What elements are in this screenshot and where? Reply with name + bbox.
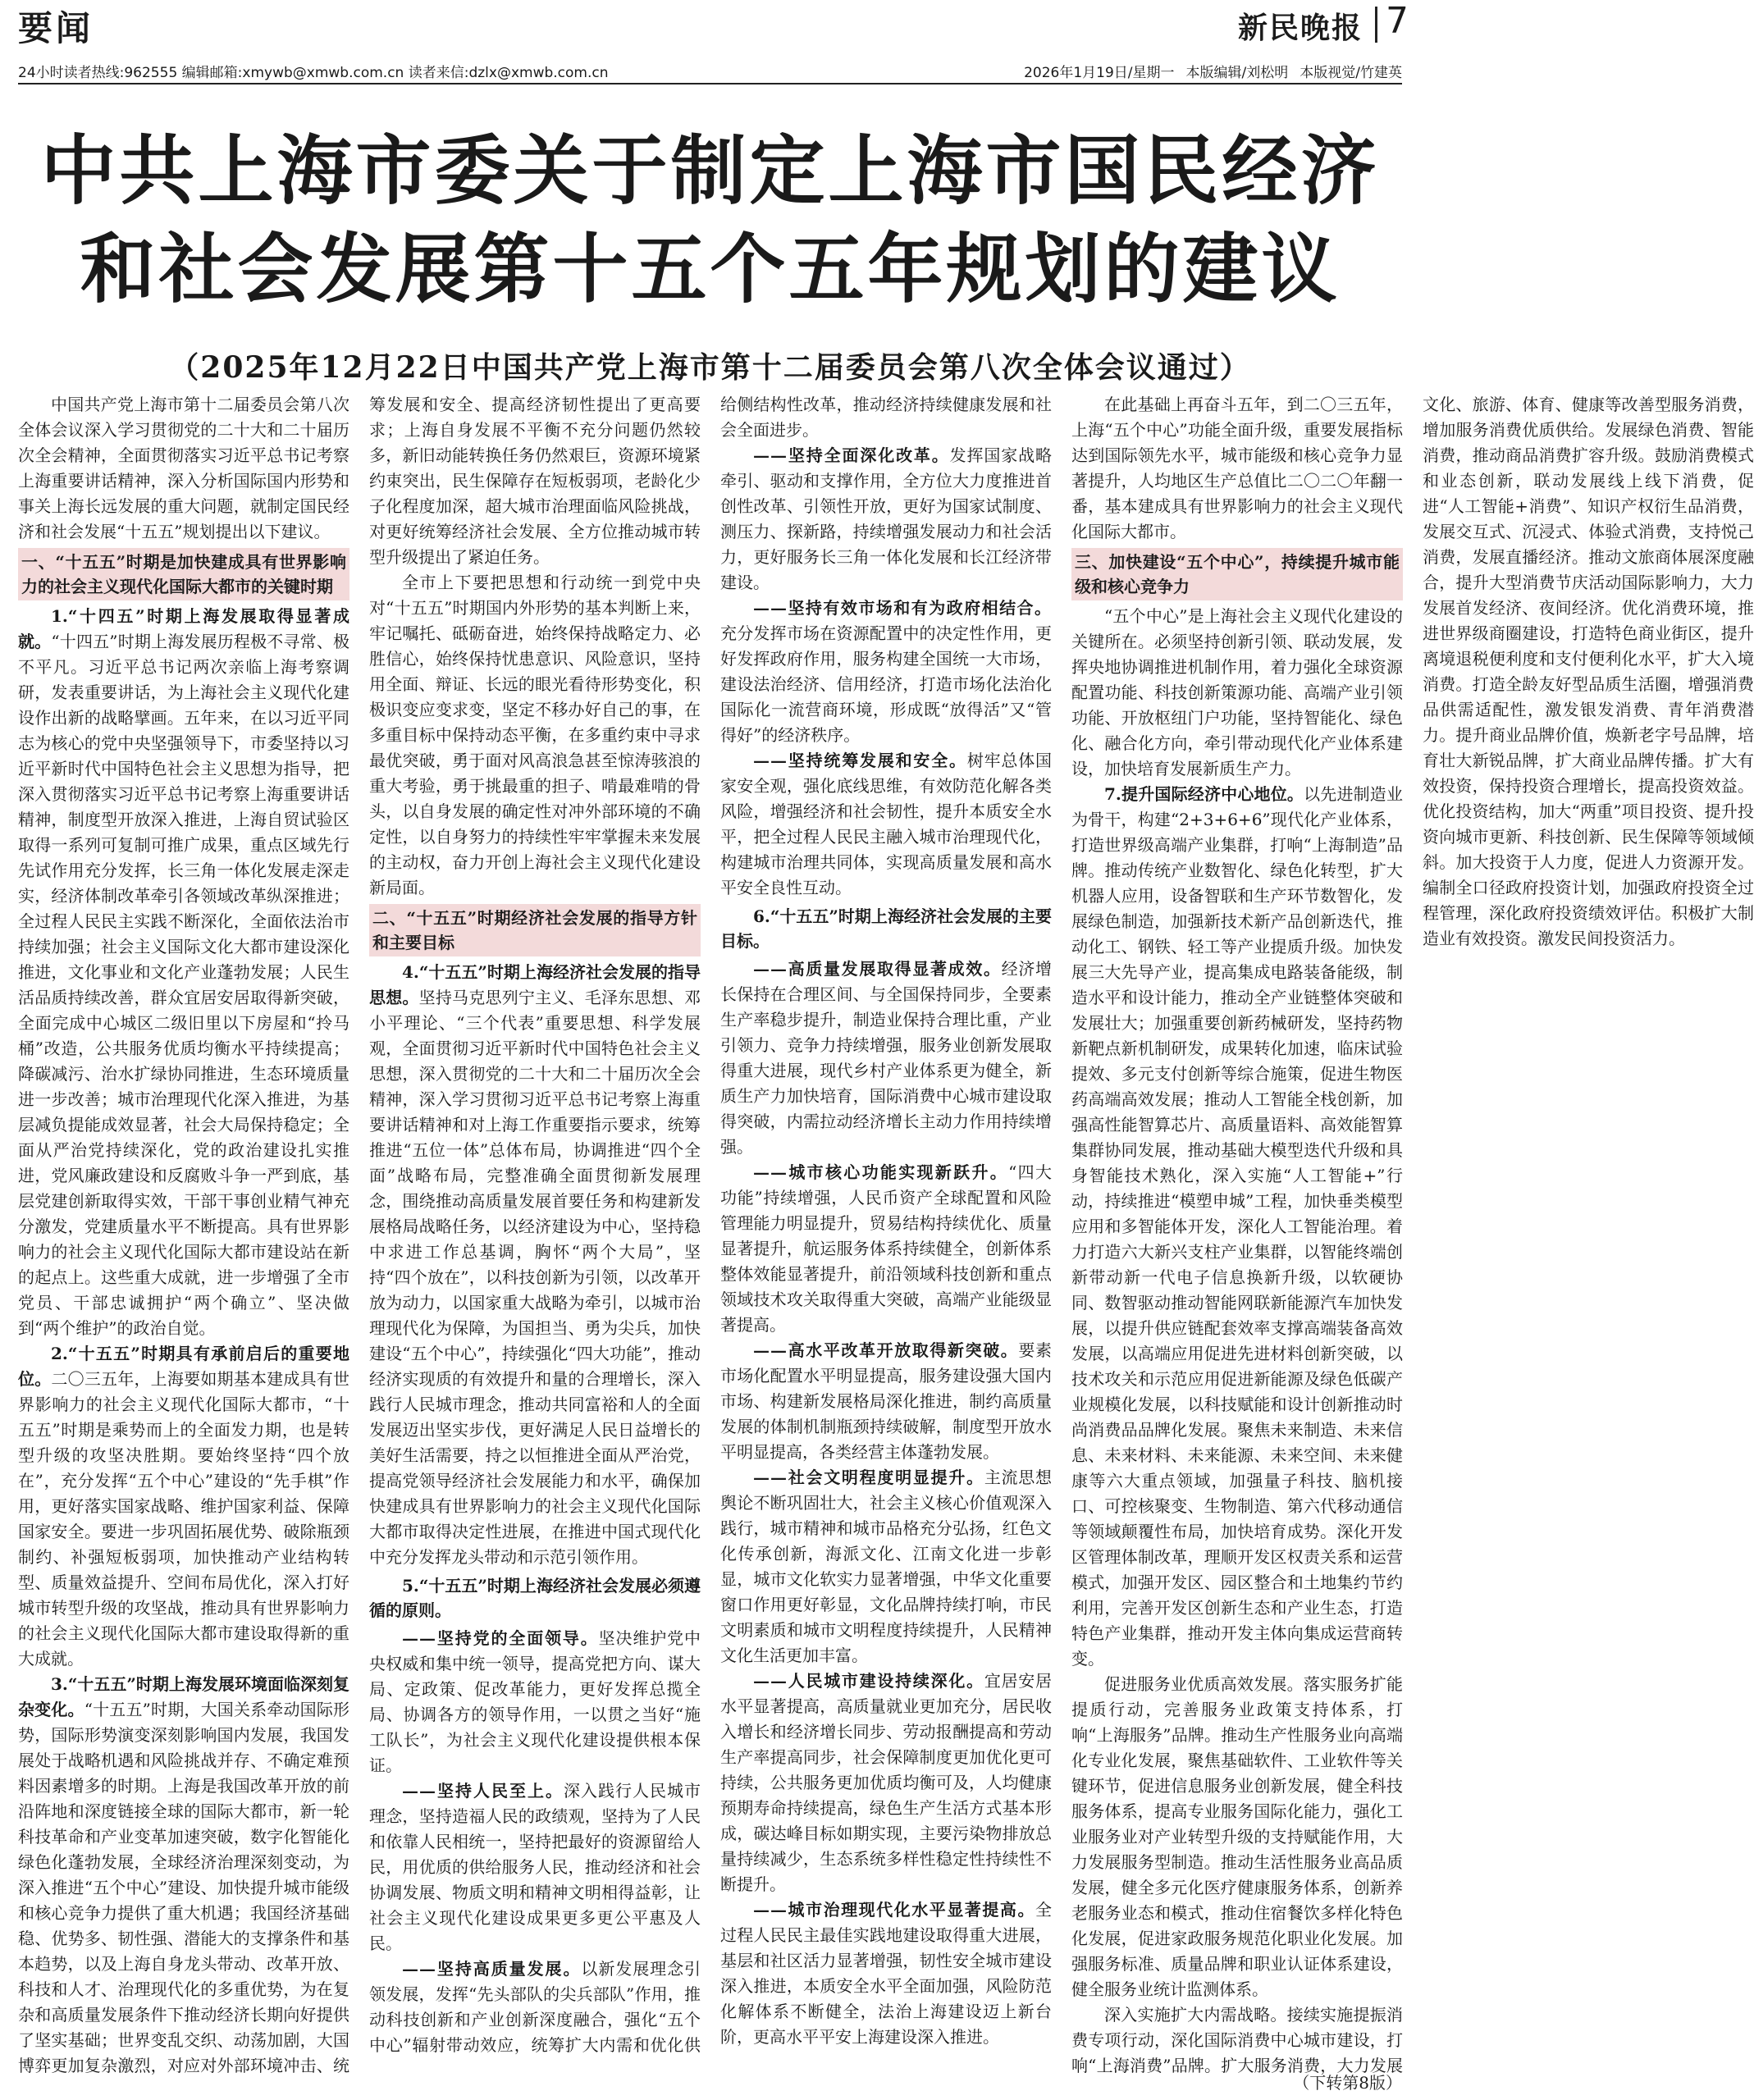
- goal-keyword: ——社会文明程度明显提升。: [753, 1468, 984, 1487]
- paragraph-text: 坚持马克思列宁主义、毛泽东思想、邓小平理论、“三个代表”重要思想、科学发展观，全面贯彻习近平新时代中国特色社会主义思想，深入贯彻党的二十大和二十届历次全会精神，深入学习贯彻习近平总书记考察上海重要讲话精神和对上海工作重要指示要求，统筹推进“五位一体”总体布局，协调推进“四个全面”战略布局，完整准确全面贯彻新发展理念，围绕推动高质量发展首要任务和构建新发展格局战略任务，以经济建设为中心，坚持稳中求进工作总基调，胸怀“两个大局”，坚持“四个放在”，以科技创新为引领，以改革开放为动力，以国家重大战略为牵引，以城市治理现代化为保障，为国担当、勇为尖兵，加快建设“五个中心”，持续强化“四大功能”，推动经济实现质的有效提升和量的合理增长，深入践行人民城市理念，推动共同富裕和人的全面发展迈出坚实步伐，更好满足人民日益增长的美好生活需要，持之以恒推进全面从严治党，提高党领导经济社会发展能力和水平，确保加快建成具有世界影响力的社会主义现代化国际大都市取得决定性进展，在推进中国式现代化中充分发挥龙头带动和示范引领作用。: [369, 988, 701, 1567]
- section-name: 要闻: [18, 8, 94, 48]
- paragraph-lead: 4.“十五五”时期上海经济社会发展的指导思想。: [369, 962, 701, 1007]
- paragraph: [18, 1341, 349, 1672]
- paragraph: 促进服务业优质高效发展。落实服务扩能提质行动，完善服务业政策支持体系，打响“上海服务”品牌。推动生产性服务业向高端化专业化发展，聚焦基础软件、工业软件等关键环节，促进信息服务业创新发展，健全科技服务体系，提高专业服务国际化能力，强化工业服务业对产业转型升级的支持赋能作用，大力发展服务型制造。推动生活性服务业高品质发展，健全多元化医疗健康服务体系，创新养老服务业态和模式，推动住宿餐饮多样化特色化发展，促进家政服务规范化职业化发展。加强服务标准、质量品牌和职业认证体系建设，健全服务业统计监测体系。: [1071, 1674, 1403, 1999]
- headline-line-2: 和社会发展第十五个五年规划的建议: [80, 226, 1341, 313]
- section-heading-2: 二、“十五五”时期经济社会发展的指导方针和主要目标: [369, 904, 701, 956]
- goal-keyword: ——城市治理现代化水平显著提高。: [753, 1900, 1035, 1920]
- paragraph: 全市上下要把思想和行动统一到党中央对“十五五”时期国内外形势的基本判断上来，牢记嘱托、砥砺奋进，始终保持战略定力、必胜信心，始终保持忧患意识、风险意识，坚持用全面、辩证、长远的眼光看待形势变化，积极识变应变求变，坚定不移办好自己的事，在多重目标中保持动态平衡，在多重约束中寻求最优突破，勇于面对风高浪急甚至惊涛骇浪的重大考验，勇于挑最重的担子、啃最难啃的骨头，以自身发展的确定性对冲外部环境的不确定性，以自身努力的持续性牢牢掌握未来发展的主动权，奋力开创上海社会主义现代化建设新局面。: [369, 573, 701, 897]
- newspaper-masthead: 新民晚报: [1237, 11, 1363, 45]
- goal-item: [720, 1338, 1052, 1465]
- paragraph-text: “十四五”时期上海发展历程极不寻常、极不平凡。习近平总书记两次亲临上海考察调研，发表重要讲话，为上海社会主义现代化建设作出新的战略擘画。五年来，在以习近平同志为核心的党中央坚强领导下，市委坚持以习近平新时代中国特色社会主义思想为指导，把深入贯彻落实习近平总书记考察上海重要讲话精神，制度型开放深入推进，上海自贸试验区取得一系列可复制可推广成果，重点区域先行先试作用充分发挥，长三角一体化发展走深走实，经济体制改革牵引各领域改革纵深推进；全过程人民民主实践不断深化，全面依法治市持续加强；社会主义国际文化大都市建设深化推进，文化事业和文化产业蓬勃发展；人民生活品质持续改善，群众宜居安居取得新突破，全面完成中心城区二级旧里以下房屋和“拎马桶”改造，公共服务优质均衡水平持续提高；降碳减污、治水扩绿协同推进，生态环境质量进一步改善；城市治理现代化深入推进，为基层减负提能成效显著，社会大局保持稳定；全面从严治党持续深化，党的政治建设扎实推进，党风廉政建设和反腐败斗争一严到底，基层党建创新取得实效，干部干事创业精气神充分激发，党建质量水平不断提高。具有世界影响力的社会主义现代化国际大都市建设站在新的起点上。这些重大成就，进一步增强了全市党员、干部忠诚拥护“两个确立”、坚决做到“两个维护”的政治自觉。: [18, 632, 350, 1338]
- section-heading-1: 一、“十五五”时期是加快建成具有世界影响力的社会主义现代化国际大都市的关键时期: [18, 548, 349, 600]
- goal-text: 要素市场化配置水平明显提高，服务建设强大国内市场、构建新发展格局深化推进，制约高质量发展的体制机制瓶颈持续破解，制度型开放水平明显提高，各类经营主体蓬勃发展。: [720, 1340, 1053, 1462]
- goal-item: [720, 956, 1052, 1160]
- intro-paragraph: 中国共产党上海市第十二届委员会第八次全体会议深入学习贯彻党的二十大和二十届历次全会精神，全面贯彻落实习近平总书记考察上海重要讲话精神，深入分析国际国内形势和事关上海长远发展的重大问题，就制定国民经济和社会发展“十五五”规划提出以下建议。: [18, 395, 349, 541]
- goal-keyword: ——人民城市建设持续深化。: [753, 1671, 984, 1691]
- paragraph-text: “十五五”时期，大国关系牵动国际形势，国际形势演变深刻影响国内发展，我国发展处于战略机遇和风险挑战并存、不确定难预料因素增多的时期。上海是我国改革开放的前沿阵地和深度链接全球的国际大都市，新一轮科技革命和产业变革加速突破，数字化智能化绿色化蓬勃发展，全球经济治理深刻变动，为深入推进“五个中心”建设、加快提升城市能级和核心竞争力提供了重大机遇；我国经济基础稳、优势多、韧性强、潜能大的支撑条件和基本趋势，以及上海自身龙头带动、改革开放、科技和人才、治理现代化的多重优势，为在复杂和高质量发展条件下推动经济长期向好提供了坚实基础；世界变乱交织、动荡加剧，大国博弈更加复杂激烈，对应对外部环境冲击、统筹发展和安全、提高经济韧性提出了更高要求；上海自身发展不平衡不充分问题仍然较多，新旧动能转换任务仍然艰巨，资源环境紧约束突出，民生保障存在短板弱项，老龄化少子化程度加深，超大城市治理面临风险挑战，对更好统筹经济社会发展、全方位推动城市转型升级提出了紧迫任务。: [18, 395, 701, 2075]
- paragraph-lead: 2.“十五五”时期具有承前启后的重要地位。: [18, 1344, 349, 1389]
- issue-date: 2026年1月19日/星期一: [1024, 65, 1175, 81]
- paragraph: [18, 604, 349, 1341]
- principle-keyword: ——坚持党的全面领导。: [402, 1628, 599, 1648]
- goal-item: [720, 1160, 1052, 1338]
- goal-text: 经济增长保持在合理区间、与全国保持同步，全要素生产率稳步提升，制造业保持合理比重，产业引领力、竞争力持续增强，服务业创新发展取得重大进展，现代乡村产业体系更为健全，新质生产力加快培育，国际消费中心城市建设取得突破，内需拉动经济增长主动力作用持续增强。: [720, 959, 1053, 1157]
- principle-keyword: ——坚持统筹发展和安全。: [753, 751, 967, 770]
- principle-item: [369, 1778, 701, 1956]
- masthead-divider: [1375, 7, 1377, 43]
- goal-item: [720, 1465, 1052, 1669]
- principle-keyword: ——坚持有效市场和有为政府相结合。: [753, 598, 1052, 618]
- subsection-heading: 5.“十五五”时期上海经济社会发展必须遵循的原则。: [369, 1576, 701, 1620]
- goal-keyword: ——高质量发展取得显著成效。: [753, 959, 1002, 979]
- principle-text: 以新发展理念引领发展，发挥“先头部队的尖兵部队”作用，推动科技创新和产业创新深度融合，强化“五个中心”辐射带动效应，统筹扩大内需和优化供给侧结构性改革，推动经济持续健康发展和社会全面进步。: [369, 395, 1052, 2055]
- goal-keyword: ——高水平改革开放取得新突破。: [753, 1340, 1019, 1360]
- principle-keyword: ——坚持高质量发展。: [402, 1959, 582, 1979]
- section-heading-3: 三、加快建设“五个中心”，持续提升城市能级和核心竞争力: [1071, 548, 1403, 600]
- header-rule: [18, 83, 1402, 84]
- principle-keyword: ——坚持全面深化改革。: [753, 445, 950, 465]
- principle-item: [720, 748, 1052, 901]
- continued-note: （下转第8版）: [1293, 2073, 1402, 2093]
- principle-text: 坚决维护党中央权威和集中统一领导，提高党把方向、谋大局、定政策、促改革能力，更好发挥总揽全局、协调各方的领导作用，一以贯之当好“施工队长”，为社会主义现代化建设提供根本保证。: [369, 1628, 701, 1775]
- principle-item: [720, 443, 1052, 596]
- subsection-heading: 6.“十五五”时期上海经济社会发展的主要目标。: [720, 906, 1052, 951]
- principle-item: [369, 1626, 701, 1778]
- reader-hotline: 24小时读者热线:962555 编辑邮箱:xmywb@xmwb.com.cn 读者来信:dzlx@xmwb.com.cn: [18, 65, 609, 81]
- paragraph-text: 二〇三五年，上海要如期基本建成具有世界影响力的社会主义现代化国际大都市，“十五五”时期是乘势而上的全面发力期，也是转型升级的攻坚决胜期。要始终坚持“四个放在”，充分发挥“五个中心”建设的“先手棋”作用，更好落实国家战略、维护国家利益、保障国家安全。要进一步巩固拓展优势、破除瓶颈制约、补强短板弱项，加快推动产业结构转型、质量效益提升、空间布局优化，深入打好城市转型升级的攻坚战，推动具有世界影响力的社会主义现代化国际大都市建设取得新的重大成就。: [18, 1369, 350, 1669]
- goal-text: 主流思想舆论不断巩固壮大，社会主义核心价值观深入践行，城市精神和城市品格充分弘扬，红色文化传承创新，海派文化、江南文化进一步彰显，城市文化软实力显著增强，中华文化重要窗口作用更好彰显，文化品牌持续打响，市民文明素质和城市文明程度持续提升，人民精神文化生活更加丰富。: [720, 1468, 1053, 1665]
- paragraph-lead: 7.提升国际经济中心地位。: [1104, 784, 1304, 804]
- principle-text: 深入践行人民城市理念，坚持造福人民的政绩观，坚持为了人民和依靠人民相统一，坚持把最好的资源留给人民，用优质的供给服务人民，推动经济和社会协调发展、物质文明和精神文明相得益彰，让社会主义现代化建设成果更多更公平惠及人民。: [369, 1781, 701, 1953]
- issue-info: [1024, 61, 1402, 81]
- principle-text: 充分发挥市场在资源配置中的决定性作用，更好发挥政府作用，服务构建全国统一大市场，建设法治经济、信用经济，打造市场化法治化国际化一流营商环境，形成既“放得活”又“管得好”的经济秩序。: [720, 623, 1052, 745]
- goal-text: 宜居安居水平显著提高，高质量就业更加充分，居民收入增长和经济增长同步、劳动报酬提高和劳动生产率提高同步，社会保障制度更加优化更可持续，公共服务更加优质均衡可及，人均健康预期寿命持续提高，绿色生产生活方式基本形成，碳达峰目标如期实现，主要污染物排放总量持续减少，生态系统多样性稳定性持续性不断提升。: [720, 1671, 1053, 1894]
- principle-keyword: ——坚持人民至上。: [402, 1781, 564, 1801]
- page-editor: 本版编辑/刘松明: [1185, 65, 1289, 81]
- goal-item: [720, 1897, 1052, 2050]
- headline-subtitle: （2025年12月22日中国共产党上海市第十二届委员会第八次全体会议通过）: [169, 350, 1251, 385]
- paragraph: “五个中心”是上海社会主义现代化建设的关键所在。必须坚持创新引领、联动发展，发挥央地协调推进机制作用，着力强化全球资源配置功能、科技创新策源功能、高端产业引领功能、开放枢纽门户功能，坚持智能化、绿色化、融合化方向，牵引带动现代化产业体系建设，加快培育发展新质生产力。: [1071, 606, 1403, 778]
- goal-keyword: ——城市核心功能实现新跃升。: [753, 1162, 1009, 1182]
- principle-text: 发挥国家战略牵引、驱动和支撑作用，全方位大力度推进首创性改革、引领性开放，更好为国家试制度、测压力、探新路，持续增强发展动力和社会活力，更好服务长三角一体化发展和长江经济带建设。: [720, 445, 1053, 592]
- principle-item: [720, 596, 1052, 748]
- principle-text: 树牢总体国家安全观，强化底线思维，有效防范化解各类风险，增强经济和社会韧性，提升本质安全水平，把全过程人民民主融入城市治理现代化，构建城市治理共同体，实现高质量发展和高水平安全良性互动。: [720, 751, 1053, 897]
- goal-text: “四大功能”持续增强，人民币资产全球配置和风险管理能力明显提升，贸易结构持续优化、质量显著提升，航运服务体系持续健全，创新体系整体效能显著提升，前沿领域科技创新和重点领域技术攻关取得重大突破，高端产业能级显著提高。: [720, 1162, 1053, 1335]
- paragraph-lead: 1.“十四五”时期上海发展取得显著成就。: [18, 606, 349, 651]
- paragraph-lead: 3.“十五五”时期上海发展环境面临深刻复杂变化。: [18, 1674, 349, 1719]
- paragraph: [1071, 782, 1403, 1672]
- paragraph-text: 以先进制造业为骨干，构建“2+3+6+6”现代化产业体系，打造世界级高端产业集群，打响“上海制造”品牌。推动传统产业数智化、绿色化转型，扩大机器人应用，设备智联和生产环节数智化，发展绿色制造，加强新技术新产品创新迭代，推动化工、钢铁、轻工等产业提质升级。加快发展三大先导产业，提高集成电路装备能级，制造水平和设计能力，推动全产业链整体突破和发展壮大；加强重要创新药械研发，坚持药物新靶点新机制研发，成果转化加速，临床试验提效、多元支付创新等综合施策，促进生物医药高端高效发展；推动人工智能全栈创新，加强高性能智算芯片、高质量语料、高效能智算集群协同发展，推动基础大模型迭代升级和具身智能技术熟化，深入实施“人工智能+”行动，持续推进“模塑申城”工程，加快垂类模型应用和多智能体开发，深化人工智能治理。着力打造六大新兴支柱产业集群，以智能终端创新带动新一代电子信息换新升级，以软硬协同、数智驱动推动智能网联新能源汽车加快发展，以提升供应链配套效率支撑高端装备高效发展，以高端应用促进先进材料创新突破，以技术攻关和示范应用促进新能源及绿色低碳产业规模化发展，以科技赋能和设计创新推动时尚消费品品牌化发展。聚焦未来制造、未来信息、未来材料、未来能源、未来空间、未来健康等六大重点领域，加强量子科技、脑机接口、可控核聚变、生物制造、第六代移动通信等领域颠覆性布局，加快培育成势。深化开发区管理体制改革，理顺开发区权责关系和运营模式，加强开发区、园区整合和土地集约节约利用，完善开发区创新生态和产业生态，打造特色产业集群，推动开发主体向集成运营商转变。: [1071, 784, 1403, 1669]
- paragraph: 深入实施扩大内需战略。接续实施提振消费专项行动，深化国际消费中心城市建设，打响“上海消费”品牌。扩大服务消费，大力发展文化、旅游、体育、健康等改善型服务消费，增加服务消费优质供给。发展绿色消费、智能消费，推动商品消费扩容升级。鼓励消费模式和业态创新，联动发展线上线下消费，促进“人工智能+消费”、知识产权衍生品消费，发展交互式、沉浸式、体验式消费，支持悦己消费，发展直播经济。推动文旅商体展深度融合，提升大型消费节庆活动国际影响力，大力发展首发经济、夜间经济。优化消费环境，推进世界级商圈建设，打造特色商业街区，提升离境退税便利度和支付便利化水平，扩大入境消费。打造全龄友好型品质生活圈，增强消费品供需适配性，激发银发消费、青年消费潜力。提升商业品牌价值，焕新老字号品牌，培育壮大新锐品牌，扩大商业品牌传播。扩大有效投资，保持投资合理增长，提高投资效益。优化投资结构，加大“两重”项目投资、提升投资向城市更新、科技创新、民生保障等领域倾斜。加大投资于人力度，促进人力资源开发。编制全口径政府投资计划，加强政府投资全过程管理，深化政府投资绩效评估。积极扩大制造业有效投资。激发民间投资活力。: [1071, 395, 1754, 2075]
- goal-item: [720, 1669, 1052, 1897]
- paragraph: [369, 960, 701, 1570]
- paragraph: 在此基础上再奋斗五年，到二〇三五年，上海“五个中心”功能全面升级，重要发展指标达到国际领先水平，城市能级和核心竞争力显著提升，人均地区生产总值比二〇二〇年翻一番，基本建成具有世界影响力的社会主义现代化国际大都市。: [1071, 395, 1403, 541]
- goal-text: 全过程人民民主最佳实践地建设取得重大进展，基层和社区活力显著增强，韧性安全城市建设深入推进，本质安全水平全面加强，风险防范化解体系不断健全，法治上海建设迈上新台阶，更高水平平安上海建设深入推进。: [720, 1900, 1052, 2047]
- article-body: [18, 392, 1754, 2089]
- page-number: 7: [1386, 0, 1409, 42]
- page-designer: 本版视觉/竹建英: [1300, 65, 1402, 81]
- headline-line-1: 中共上海市委关于制定上海市国民经济: [40, 127, 1380, 215]
